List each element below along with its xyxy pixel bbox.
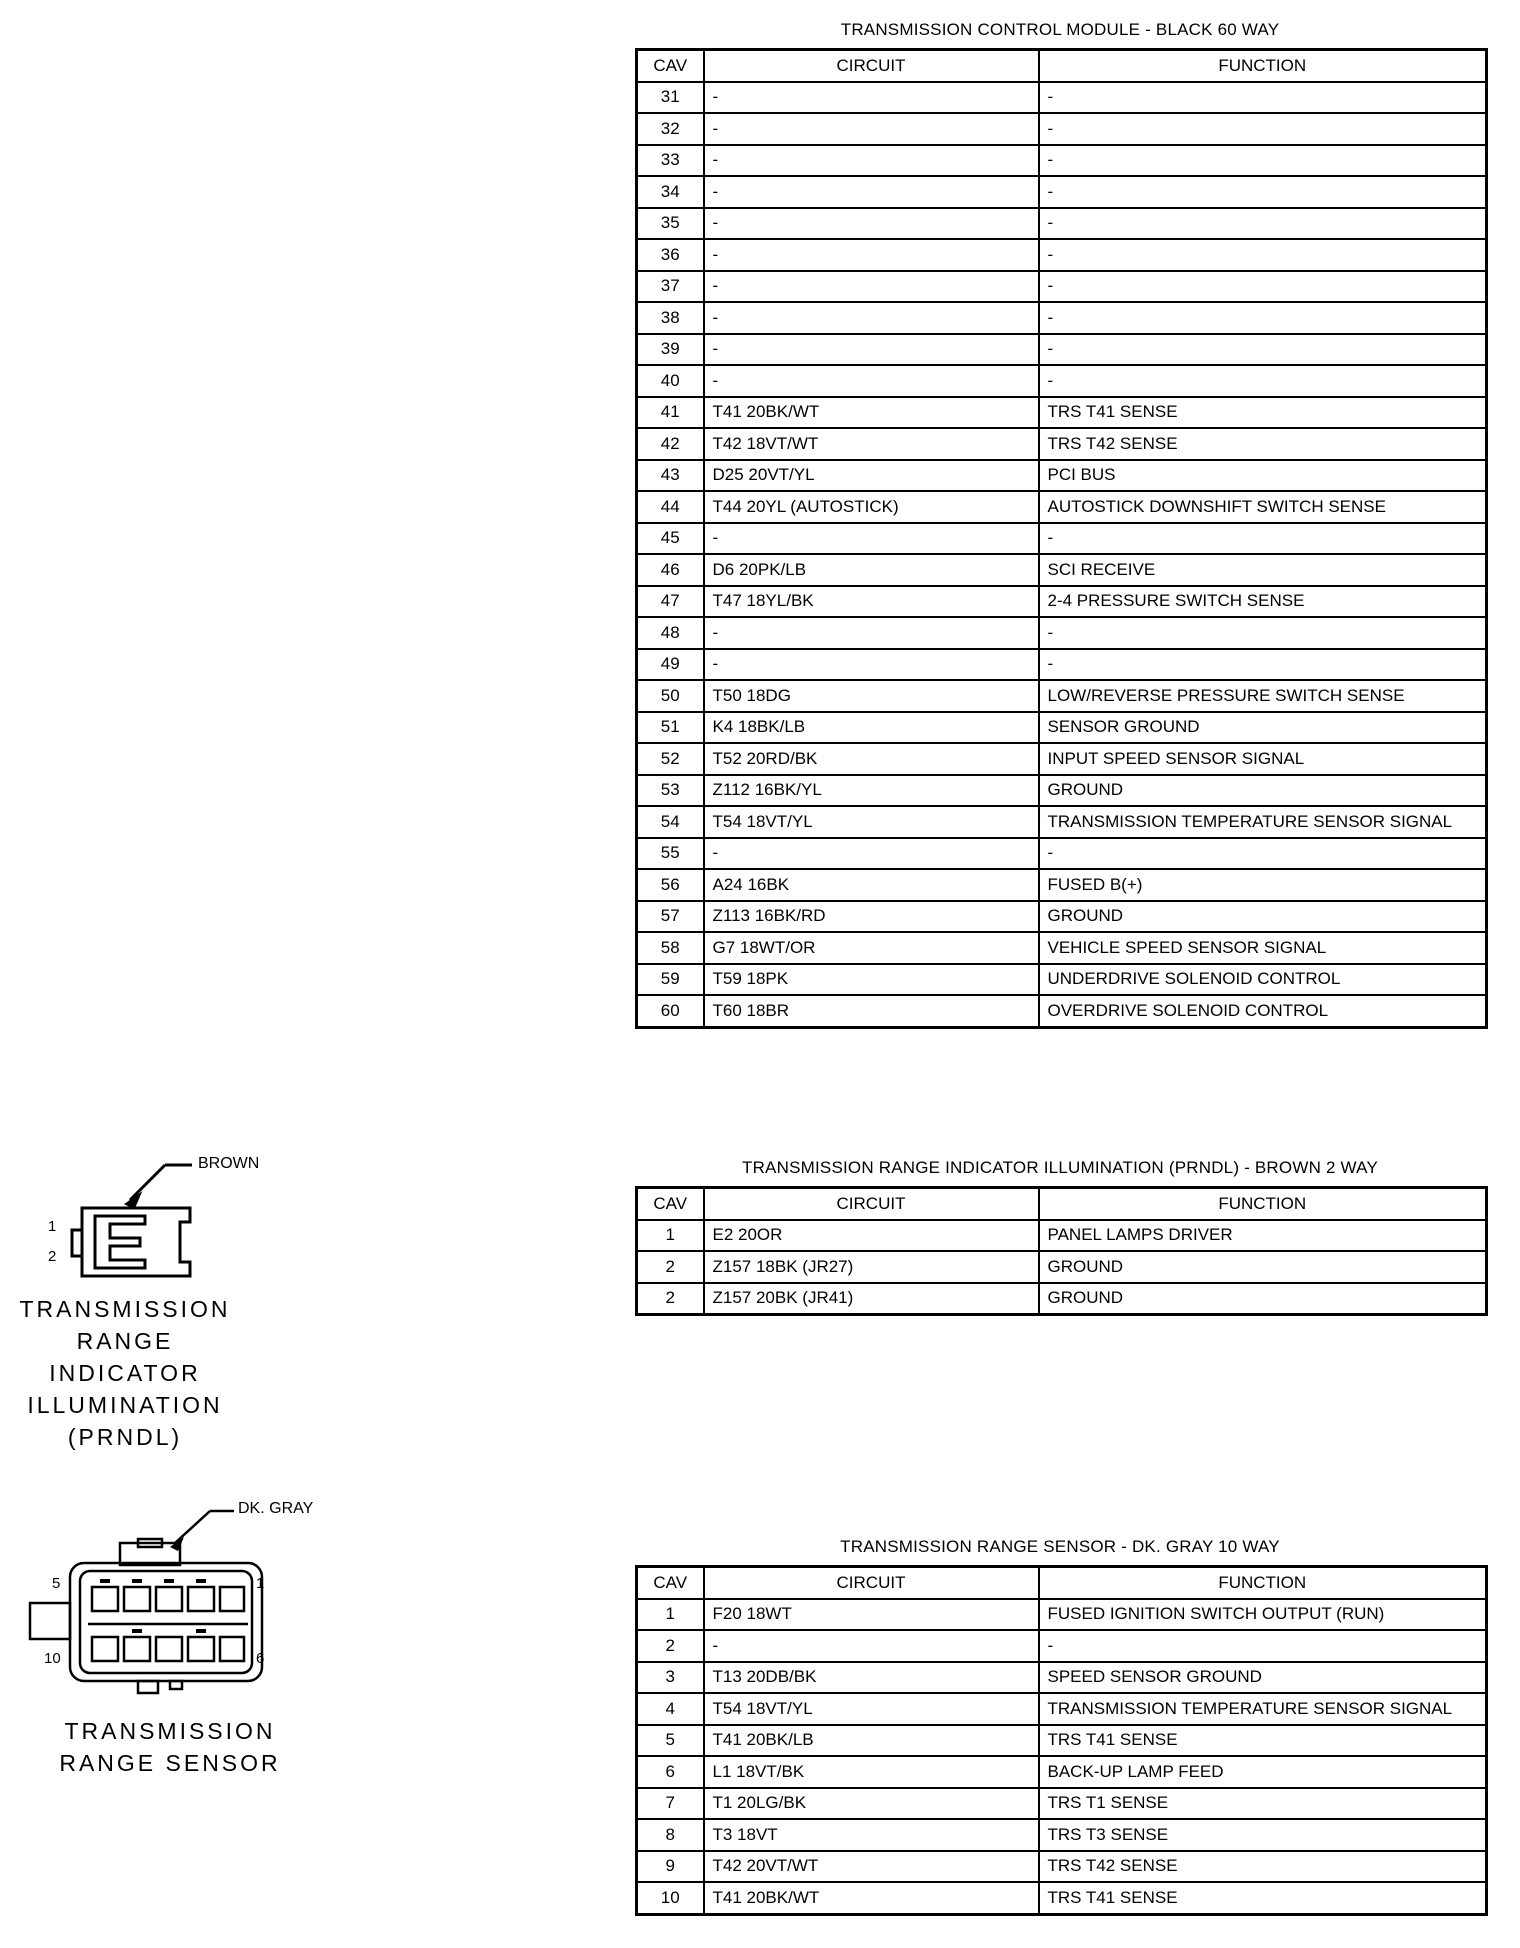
function-cell: GROUND	[1039, 1283, 1487, 1315]
function-cell: TRS T42 SENSE	[1039, 428, 1487, 460]
table-row	[637, 1630, 1487, 1662]
cav-cell: 47	[637, 586, 704, 618]
table-row	[637, 1283, 1487, 1315]
header-cav: CAV	[637, 50, 704, 82]
circuit-cell: T60 18BR	[704, 995, 1039, 1027]
circuit-cell: Z157 18BK (JR27)	[704, 1251, 1039, 1283]
function-cell: OVERDRIVE SOLENOID CONTROL	[1039, 995, 1487, 1027]
table-row	[637, 208, 1487, 240]
table-row	[637, 995, 1487, 1027]
cav-cell: 36	[637, 239, 704, 271]
circuit-cell: -	[704, 145, 1039, 177]
table-row	[637, 491, 1487, 523]
cav-cell: 38	[637, 302, 704, 334]
function-cell: -	[1039, 838, 1487, 870]
table-row	[637, 334, 1487, 366]
cav-cell: 7	[637, 1788, 704, 1820]
circuit-cell: T41 20BK/WT	[704, 1882, 1039, 1914]
connector-name-line: (PRNDL)	[67, 1424, 183, 1450]
circuit-cell: E2 20OR	[704, 1220, 1039, 1252]
cav-cell: 59	[637, 964, 704, 996]
table-row	[637, 1693, 1487, 1725]
cav-cell: 32	[637, 113, 704, 145]
header-cav: CAV	[637, 1567, 704, 1599]
function-cell: TRS T41 SENSE	[1039, 1725, 1487, 1757]
function-cell: -	[1039, 649, 1487, 681]
circuit-cell: -	[704, 271, 1039, 303]
circuit-cell: T1 20LG/BK	[704, 1788, 1039, 1820]
cav-cell: 9	[637, 1851, 704, 1883]
function-cell: FUSED B(+)	[1039, 869, 1487, 901]
table-row	[637, 1251, 1487, 1283]
function-cell: -	[1039, 271, 1487, 303]
table-row	[637, 1882, 1487, 1914]
cav-cell: 56	[637, 869, 704, 901]
function-cell: LOW/REVERSE PRESSURE SWITCH SENSE	[1039, 680, 1487, 712]
header-circuit: CIRCUIT	[704, 50, 1039, 82]
circuit-cell: K4 18BK/LB	[704, 712, 1039, 744]
table-row	[637, 302, 1487, 334]
function-cell: -	[1039, 302, 1487, 334]
table-row	[637, 586, 1487, 618]
circuit-cell: T44 20YL (AUTOSTICK)	[704, 491, 1039, 523]
prndl-connector-diagram	[40, 1150, 210, 1290]
table-row	[637, 365, 1487, 397]
cav-cell: 46	[637, 554, 704, 586]
header-function: FUNCTION	[1039, 1567, 1487, 1599]
function-cell: GROUND	[1039, 901, 1487, 933]
circuit-cell: L1 18VT/BK	[704, 1756, 1039, 1788]
connector-name-line: RANGE SENSOR	[59, 1750, 281, 1776]
table-row	[637, 1788, 1487, 1820]
function-cell: BACK-UP LAMP FEED	[1039, 1756, 1487, 1788]
function-cell: -	[1039, 176, 1487, 208]
circuit-cell: Z112 16BK/YL	[704, 775, 1039, 807]
function-cell: PCI BUS	[1039, 460, 1487, 492]
table-row	[637, 523, 1487, 555]
circuit-cell: -	[704, 239, 1039, 271]
cav-cell: 49	[637, 649, 704, 681]
function-cell: -	[1039, 239, 1487, 271]
circuit-cell: T54 18VT/YL	[704, 1693, 1039, 1725]
function-cell: SCI RECEIVE	[1039, 554, 1487, 586]
circuit-cell: T42 18VT/WT	[704, 428, 1039, 460]
table-row	[637, 239, 1487, 271]
function-cell: GROUND	[1039, 775, 1487, 807]
trs-pin-6-label: 6	[256, 1650, 265, 1667]
cav-cell: 34	[637, 176, 704, 208]
table-row	[637, 82, 1487, 114]
table-row	[637, 1599, 1487, 1631]
cav-cell: 2	[637, 1283, 704, 1315]
cav-cell: 37	[637, 271, 704, 303]
table-row	[637, 838, 1487, 870]
table-row	[637, 775, 1487, 807]
circuit-cell: T41 20BK/LB	[704, 1725, 1039, 1757]
cav-cell: 31	[637, 82, 704, 114]
cav-cell: 39	[637, 334, 704, 366]
function-cell: PANEL LAMPS DRIVER	[1039, 1220, 1487, 1252]
table-row	[637, 176, 1487, 208]
circuit-cell: T54 18VT/YL	[704, 806, 1039, 838]
function-cell: -	[1039, 523, 1487, 555]
circuit-cell: T41 20BK/WT	[704, 397, 1039, 429]
table-row	[637, 901, 1487, 933]
cav-cell: 44	[637, 491, 704, 523]
table-row	[637, 113, 1487, 145]
table-row	[637, 1725, 1487, 1757]
function-cell: UNDERDRIVE SOLENOID CONTROL	[1039, 964, 1487, 996]
table-row	[637, 869, 1487, 901]
cav-cell: 45	[637, 523, 704, 555]
cav-cell: 51	[637, 712, 704, 744]
cav-cell: 4	[637, 1693, 704, 1725]
header-circuit: CIRCUIT	[704, 1567, 1039, 1599]
trs-connector-name	[20, 1715, 320, 1779]
table-header-row	[637, 1188, 1487, 1220]
cav-cell: 60	[637, 995, 704, 1027]
cav-cell: 2	[637, 1251, 704, 1283]
function-cell: -	[1039, 334, 1487, 366]
function-cell: FUSED IGNITION SWITCH OUTPUT (RUN)	[1039, 1599, 1487, 1631]
circuit-cell: T47 18YL/BK	[704, 586, 1039, 618]
circuit-cell: -	[704, 334, 1039, 366]
prndl-connector-name	[10, 1293, 240, 1453]
circuit-cell: -	[704, 365, 1039, 397]
table-row	[637, 554, 1487, 586]
cav-cell: 40	[637, 365, 704, 397]
trs-pin-1-label: 1	[256, 1575, 265, 1592]
circuit-cell: D6 20PK/LB	[704, 554, 1039, 586]
function-cell: -	[1039, 82, 1487, 114]
cav-cell: 33	[637, 145, 704, 177]
table-row	[637, 617, 1487, 649]
cav-cell: 5	[637, 1725, 704, 1757]
table-header-row	[637, 50, 1487, 82]
cav-cell: 55	[637, 838, 704, 870]
cav-cell: 1	[637, 1220, 704, 1252]
prndl-pinout-table	[635, 1186, 1488, 1316]
trs-table-title: TRANSMISSION RANGE SENSOR - DK. GRAY 10 WAY	[840, 1537, 1280, 1556]
header-cav: CAV	[637, 1188, 704, 1220]
function-cell: AUTOSTICK DOWNSHIFT SWITCH SENSE	[1039, 491, 1487, 523]
header-circuit: CIRCUIT	[704, 1188, 1039, 1220]
cav-cell: 43	[637, 460, 704, 492]
connector-name-line: TRANSMISSION	[19, 1296, 231, 1322]
circuit-cell: -	[704, 176, 1039, 208]
table-row	[637, 1662, 1487, 1694]
circuit-cell: T50 18DG	[704, 680, 1039, 712]
cav-cell: 6	[637, 1756, 704, 1788]
cav-cell: 48	[637, 617, 704, 649]
tcm-pinout-table	[635, 48, 1488, 1029]
table-row	[637, 964, 1487, 996]
connector-name-line: TRANSMISSION	[64, 1718, 276, 1744]
function-cell: TRS T41 SENSE	[1039, 1882, 1487, 1914]
function-cell: VEHICLE SPEED SENSOR SIGNAL	[1039, 932, 1487, 964]
function-cell: -	[1039, 113, 1487, 145]
table-row	[637, 680, 1487, 712]
circuit-cell: -	[704, 617, 1039, 649]
function-cell: 2-4 PRESSURE SWITCH SENSE	[1039, 586, 1487, 618]
circuit-cell: -	[704, 649, 1039, 681]
connector-name-line: INDICATOR	[49, 1360, 201, 1386]
table-row	[637, 1756, 1487, 1788]
function-cell: INPUT SPEED SENSOR SIGNAL	[1039, 743, 1487, 775]
circuit-cell: T59 18PK	[704, 964, 1039, 996]
cav-cell: 10	[637, 1882, 704, 1914]
function-cell: GROUND	[1039, 1251, 1487, 1283]
cav-cell: 2	[637, 1630, 704, 1662]
function-cell: TRS T42 SENSE	[1039, 1851, 1487, 1883]
prndl-connector-color: BROWN	[198, 1155, 260, 1172]
tcm-table-title: TRANSMISSION CONTROL MODULE - BLACK 60 WAY	[840, 20, 1280, 39]
connector-name-line: ILLUMINATION	[27, 1392, 223, 1418]
function-cell: TRANSMISSION TEMPERATURE SENSOR SIGNAL	[1039, 806, 1487, 838]
cav-cell: 3	[637, 1662, 704, 1694]
circuit-cell: -	[704, 113, 1039, 145]
cav-cell: 57	[637, 901, 704, 933]
connector-name-line: RANGE	[76, 1328, 174, 1354]
prndl-table-title: TRANSMISSION RANGE INDICATOR ILLUMINATION (PRNDL) - BROWN 2 WAY	[742, 1158, 1378, 1177]
table-row	[637, 428, 1487, 460]
circuit-cell: T3 18VT	[704, 1819, 1039, 1851]
circuit-cell: -	[704, 82, 1039, 114]
function-cell: -	[1039, 208, 1487, 240]
cav-cell: 58	[637, 932, 704, 964]
table-row	[637, 271, 1487, 303]
circuit-cell: -	[704, 208, 1039, 240]
circuit-cell: F20 18WT	[704, 1599, 1039, 1631]
circuit-cell: -	[704, 523, 1039, 555]
function-cell: TRS T3 SENSE	[1039, 1819, 1487, 1851]
circuit-cell: T13 20DB/BK	[704, 1662, 1039, 1694]
circuit-cell: -	[704, 838, 1039, 870]
table-row	[637, 712, 1487, 744]
prndl-pin-2-label: 2	[48, 1248, 57, 1265]
table-row	[637, 460, 1487, 492]
cav-cell: 1	[637, 1599, 704, 1631]
table-row	[637, 397, 1487, 429]
trs-pin-10-label: 10	[44, 1650, 61, 1667]
cav-cell: 8	[637, 1819, 704, 1851]
function-cell: TRS T41 SENSE	[1039, 397, 1487, 429]
circuit-cell: T42 20VT/WT	[704, 1851, 1039, 1883]
circuit-cell: -	[704, 1630, 1039, 1662]
function-cell: -	[1039, 1630, 1487, 1662]
circuit-cell: Z113 16BK/RD	[704, 901, 1039, 933]
trs-connector-color: DK. GRAY	[238, 1500, 314, 1517]
function-cell: SENSOR GROUND	[1039, 712, 1487, 744]
table-row	[637, 145, 1487, 177]
circuit-cell: A24 16BK	[704, 869, 1039, 901]
table-header-row	[637, 1567, 1487, 1599]
function-cell: SPEED SENSOR GROUND	[1039, 1662, 1487, 1694]
function-cell: -	[1039, 365, 1487, 397]
circuit-cell: D25 20VT/YL	[704, 460, 1039, 492]
cav-cell: 52	[637, 743, 704, 775]
function-cell: -	[1039, 617, 1487, 649]
header-function: FUNCTION	[1039, 50, 1487, 82]
cav-cell: 54	[637, 806, 704, 838]
table-row	[637, 1220, 1487, 1252]
cav-cell: 42	[637, 428, 704, 460]
function-cell: TRS T1 SENSE	[1039, 1788, 1487, 1820]
cav-cell: 41	[637, 397, 704, 429]
circuit-cell: G7 18WT/OR	[704, 932, 1039, 964]
table-row	[637, 1851, 1487, 1883]
trs-connector-diagram	[20, 1495, 280, 1705]
trs-pin-5-label: 5	[52, 1575, 61, 1592]
table-row	[637, 1819, 1487, 1851]
circuit-cell: T52 20RD/BK	[704, 743, 1039, 775]
function-cell: TRANSMISSION TEMPERATURE SENSOR SIGNAL	[1039, 1693, 1487, 1725]
cav-cell: 35	[637, 208, 704, 240]
table-row	[637, 932, 1487, 964]
circuit-cell: -	[704, 302, 1039, 334]
prndl-pin-1-label: 1	[48, 1218, 57, 1235]
cav-cell: 50	[637, 680, 704, 712]
function-cell: -	[1039, 145, 1487, 177]
trs-pinout-table	[635, 1565, 1488, 1916]
table-row	[637, 806, 1487, 838]
circuit-cell: Z157 20BK (JR41)	[704, 1283, 1039, 1315]
cav-cell: 53	[637, 775, 704, 807]
header-function: FUNCTION	[1039, 1188, 1487, 1220]
table-row	[637, 743, 1487, 775]
table-row	[637, 649, 1487, 681]
